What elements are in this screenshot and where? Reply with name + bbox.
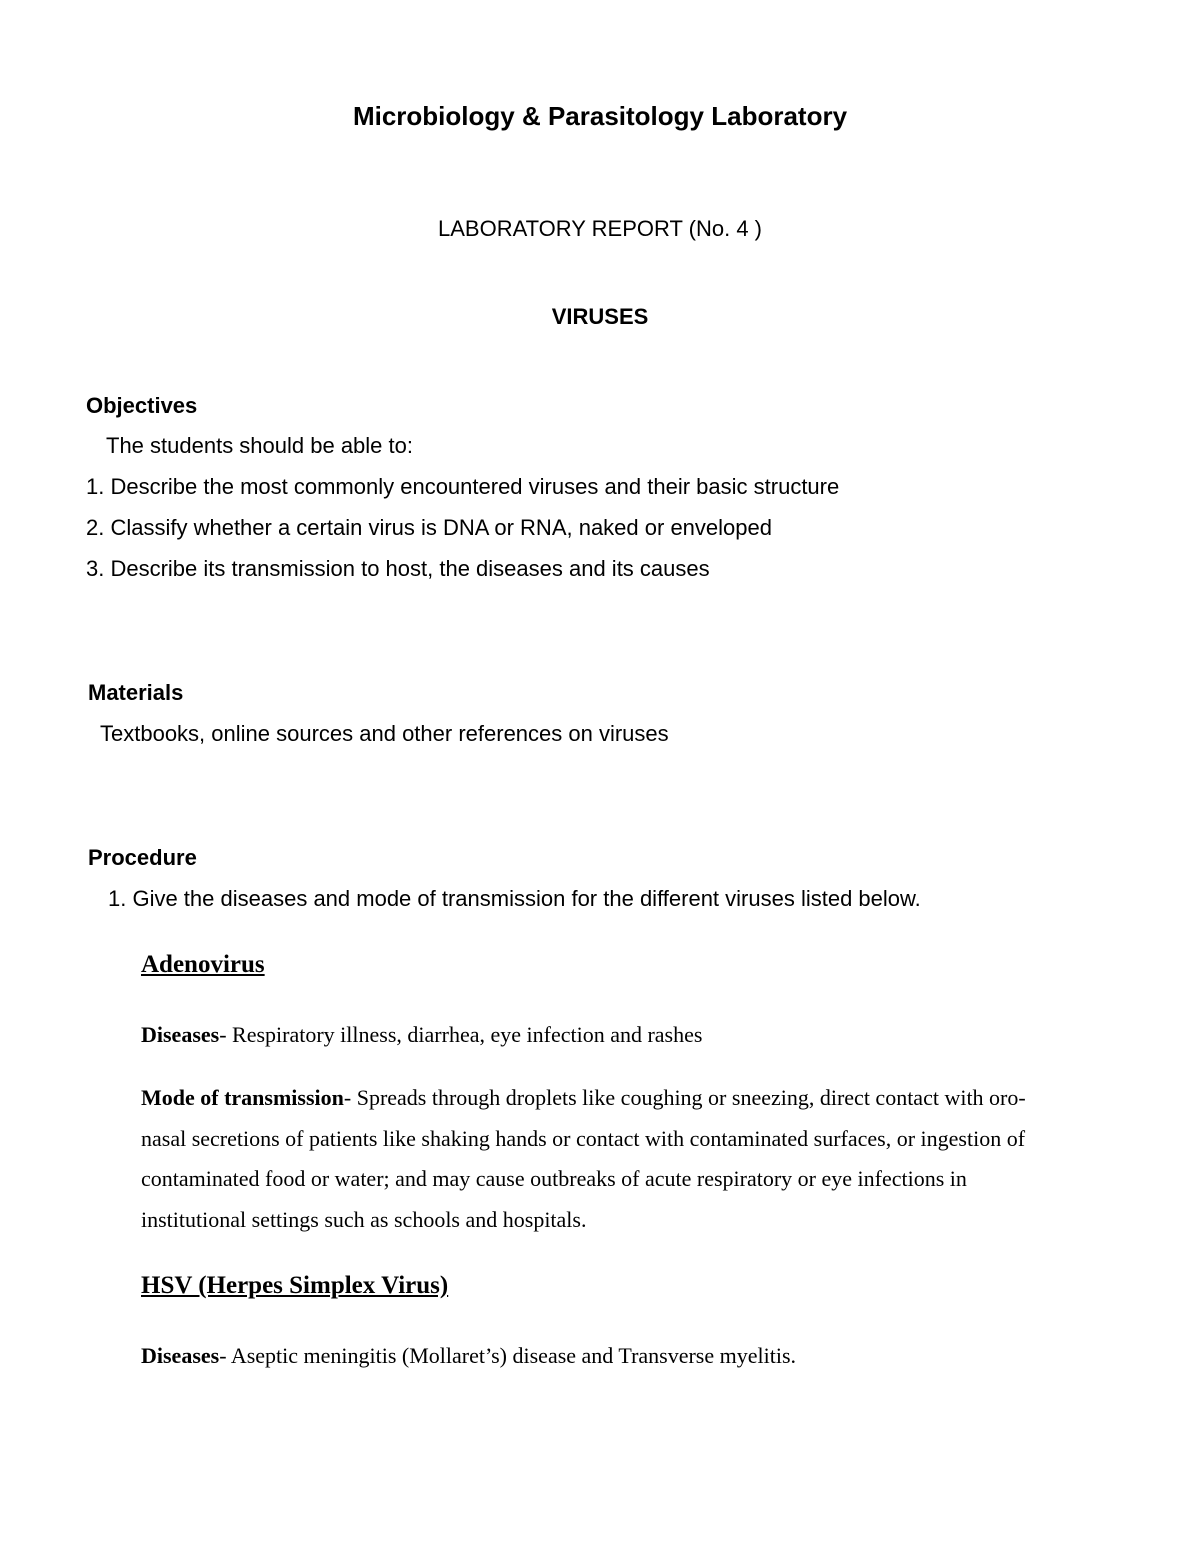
adenovirus-transmission-line-2: nasal secretions of patients like shaking hands or contact with contaminated surfaces, or ingestion of: [141, 1126, 1026, 1151]
adenovirus-transmission-line-4: institutional settings such as schools and hospitals.: [141, 1207, 587, 1232]
materials-heading: Materials: [88, 680, 184, 705]
diseases-label: Diseases: [141, 1343, 220, 1368]
diseases-text: - Respiratory illness, diarrhea, eye infection and rashes: [219, 1022, 703, 1047]
procedure-heading: Procedure: [88, 845, 197, 870]
adenovirus-diseases: [141, 1022, 702, 1048]
objective-item-1: 1. Describe the most commonly encountered viruses and their basic structure: [86, 474, 840, 499]
transmission-text: - Spreads through droplets like coughing or sneezing, direct contact with oro-: [343, 1085, 1026, 1110]
report-number: LABORATORY REPORT (No. 4 ): [438, 216, 762, 241]
objective-item-3: 3. Describe its transmission to host, the diseases and its causes: [86, 556, 710, 581]
objective-item-2: 2. Classify whether a certain virus is DNA or RNA, naked or enveloped: [86, 515, 772, 540]
objectives-intro: The students should be able to:: [106, 433, 413, 458]
hsv-diseases: [141, 1343, 796, 1369]
procedure-step-1: 1. Give the diseases and mode of transmission for the different viruses listed below.: [108, 886, 921, 911]
virus-heading-hsv: HSV (Herpes Simplex Virus): [141, 1272, 449, 1299]
report-topic: VIRUSES: [551, 304, 649, 329]
document-title: Microbiology & Parasitology Laboratory: [352, 101, 848, 131]
materials-text: Textbooks, online sources and other references on viruses: [100, 721, 669, 746]
virus-heading-adenovirus: Adenovirus: [141, 951, 265, 978]
adenovirus-transmission-line-3: contaminated food or water; and may cause outbreaks of acute respiratory or eye infections in: [141, 1166, 967, 1191]
diseases-label: Diseases: [141, 1022, 220, 1047]
diseases-text: - Aseptic meningitis (Mollaret’s) disease and Transverse myelitis.: [219, 1343, 797, 1368]
adenovirus-transmission-line-1: [141, 1085, 1026, 1111]
transmission-label: Mode of transmission: [141, 1085, 344, 1110]
objectives-heading: Objectives: [86, 393, 198, 418]
